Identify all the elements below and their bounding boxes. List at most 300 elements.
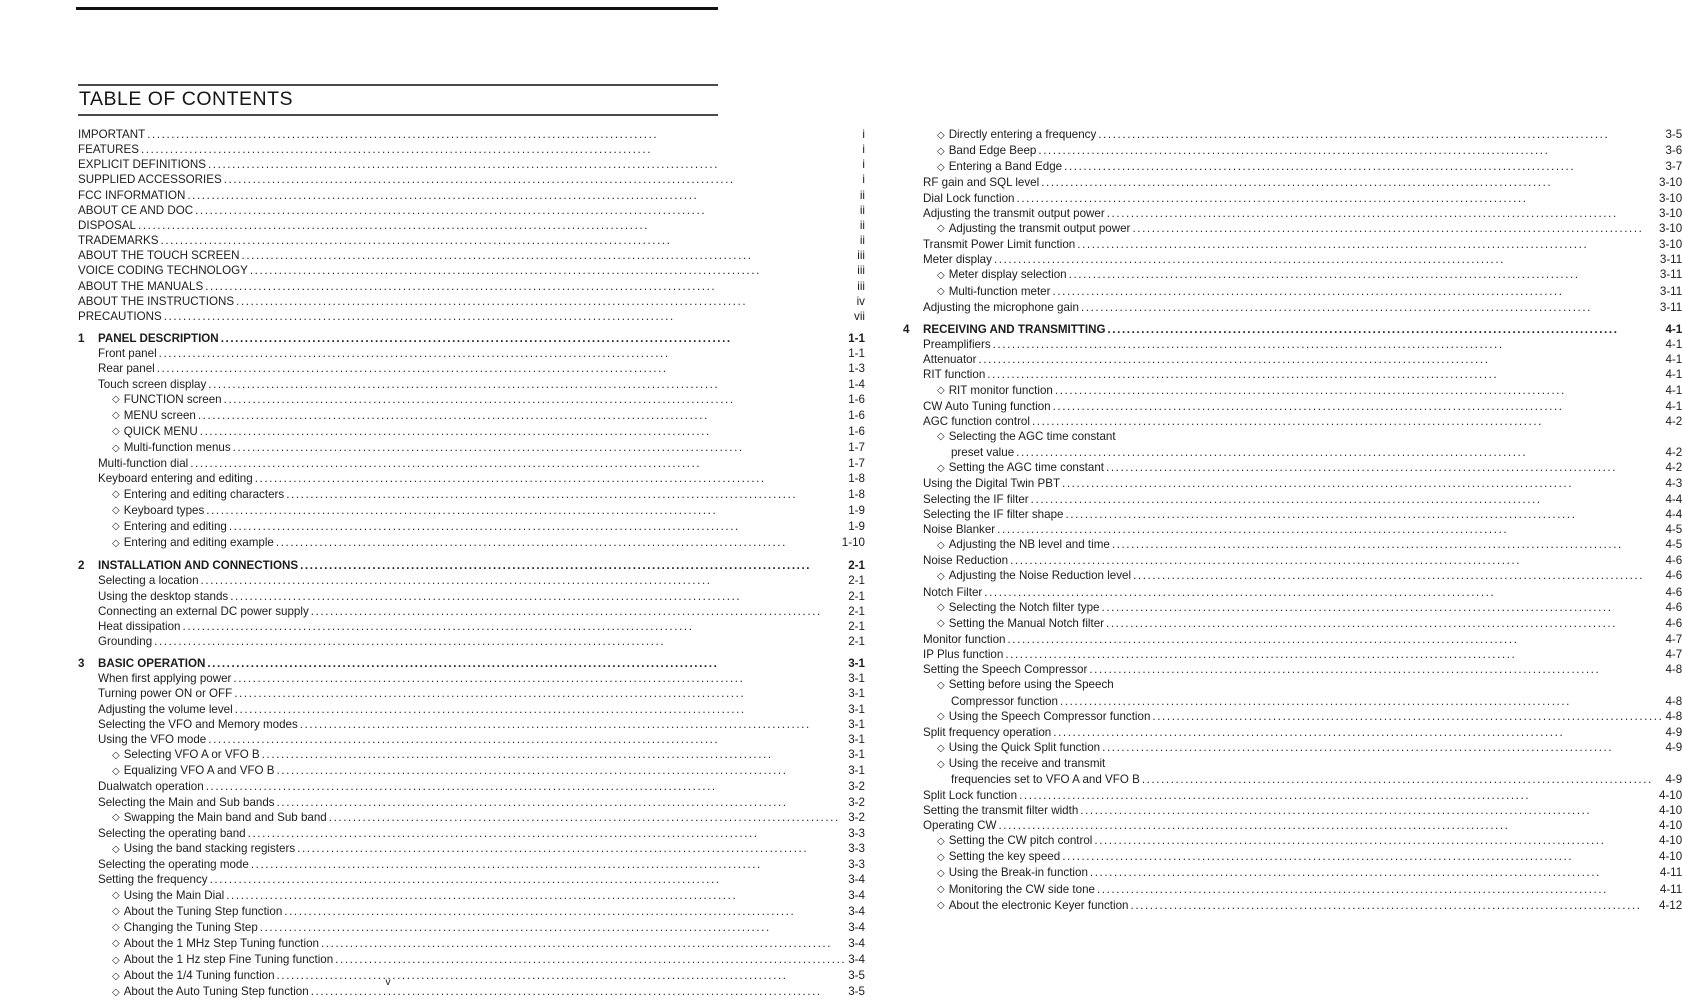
entry-label: Keyboard entering and editing: [98, 472, 253, 486]
toc-entry: [903, 600, 1682, 616]
toc-entry: [903, 709, 1682, 725]
entry-label: ◇ Adjusting the Noise Reduction level: [936, 569, 1132, 583]
entry-label: ◇ Multi-function meter: [936, 284, 1051, 298]
dot-leader: [998, 818, 1657, 833]
entry-page-number: 3-5: [848, 969, 865, 983]
entry-label: ABOUT THE MANUALS: [78, 279, 204, 293]
toc-entry: [903, 284, 1682, 300]
entry-page-number: 2-1: [848, 635, 865, 648]
diamond-icon: ◇: [936, 223, 945, 235]
entry-page-number: 3-3: [848, 858, 865, 872]
dot-leader: [233, 671, 846, 686]
toc-entry: [903, 414, 1682, 429]
entry-page-number: 3-4: [848, 888, 865, 902]
diamond-icon: ◇: [936, 618, 945, 630]
dot-leader: [161, 233, 858, 248]
section-page-number: 2-1: [848, 559, 865, 573]
toc-entry: [78, 841, 865, 857]
entry-label: IP Plus function: [922, 648, 1004, 662]
dot-leader: [1055, 383, 1664, 398]
dot-leader: [1097, 882, 1658, 897]
dot-leader: [997, 522, 1663, 537]
entry-label: FCC INFORMATION: [78, 188, 186, 202]
dot-leader: [236, 294, 855, 309]
top-rule: [76, 7, 718, 10]
entry-label: ◇ Setting the AGC time constant: [936, 461, 1104, 475]
entry-page-number: 2-1: [848, 619, 865, 633]
entry-label: ◇ Setting before using the Speech: [936, 678, 1114, 692]
entry-label: Selecting the IF filter: [922, 492, 1029, 506]
toc-entry: [903, 127, 1682, 143]
entry-page-number: 4-6: [1665, 600, 1682, 614]
diamond-icon: ◇: [112, 521, 120, 533]
entry-page-number: 4-9: [1665, 773, 1682, 787]
entry-label: ABOUT THE INSTRUCTIONS: [78, 294, 235, 308]
section-title: INSTALLATION AND CONNECTIONS: [98, 559, 299, 573]
toc-section-1: [78, 331, 865, 551]
dot-leader: [250, 263, 855, 278]
toc-entry: [903, 191, 1682, 206]
entry-label: SUPPLIED ACCESSORIES: [78, 173, 222, 187]
entry-page-number: 3-10: [1659, 191, 1682, 205]
toc-entry: [903, 568, 1682, 584]
toc-section-3: [78, 656, 865, 1000]
entry-page-number: 4-8: [1665, 694, 1682, 708]
dot-leader: [248, 826, 847, 841]
entry-label: Monitor function: [922, 633, 1006, 646]
entry-label: Using the VFO mode: [98, 732, 207, 746]
dot-leader: [1017, 191, 1658, 206]
entry-page-number: 3-2: [848, 795, 865, 809]
toc-entry: [903, 694, 1682, 709]
entry-label: DISPOSAL: [78, 218, 136, 232]
toc-entry: [78, 456, 865, 471]
entry-page-number: vii: [854, 309, 865, 323]
entry-page-number: ii: [859, 218, 865, 232]
entry-page-number: 4-6: [1665, 616, 1682, 630]
entry-page-number: 1-7: [848, 441, 865, 455]
entry-page-number: 1-6: [848, 392, 865, 406]
toc-entry: [903, 522, 1682, 537]
dot-leader: [1062, 476, 1663, 491]
entry-page-number: 4-5: [1665, 538, 1682, 552]
entry-page-number: 4-1: [1665, 399, 1682, 413]
toc-entry: [78, 952, 865, 968]
dot-leader: [233, 440, 847, 455]
toc-entry: [78, 535, 865, 551]
toc-entry: [78, 872, 865, 887]
entry-label: Noise Blanker: [922, 522, 996, 536]
dot-leader: [208, 157, 860, 172]
entry-page-number: 3-6: [1665, 144, 1682, 158]
entry-page-number: 4-8: [1665, 663, 1682, 677]
toc-entry: [78, 920, 865, 936]
entry-label: ◇ Setting the Manual Notch filter: [936, 616, 1104, 630]
entry-page-number: 3-1: [848, 764, 865, 778]
page-footer: v: [385, 976, 391, 988]
toc-entry: [78, 702, 865, 717]
diamond-icon: ◇: [936, 539, 945, 551]
entry-label: frequencies set to VFO A and VFO B: [950, 773, 1140, 787]
entry-page-number: i: [862, 173, 865, 187]
toc-entry: [903, 585, 1682, 600]
toc-entry: [78, 763, 865, 779]
entry-label: ◇ Using the Quick Split function: [936, 741, 1101, 755]
dot-leader: [190, 456, 846, 471]
entry-page-number: 1-9: [848, 503, 865, 517]
section-page-number: 4-1: [1665, 322, 1682, 336]
dot-leader: [286, 487, 846, 502]
entry-label: ◇ Entering and editing characters: [112, 487, 285, 501]
dot-leader: [1081, 300, 1658, 315]
dot-leader: [195, 203, 858, 218]
page-title: TABLE OF CONTENTS: [79, 88, 293, 110]
entry-label: ◇ Meter display selection: [936, 268, 1067, 282]
toc-entry: [78, 717, 865, 732]
entry-page-number: 4-10: [1659, 803, 1682, 817]
toc-entry: [78, 263, 865, 278]
entry-label: TRADEMARKS: [78, 234, 159, 248]
dot-leader: [138, 218, 858, 233]
entry-page-number: 3-10: [1659, 221, 1682, 235]
toc-entry: [78, 589, 865, 604]
entry-page-number: 4-10: [1659, 850, 1682, 864]
entry-page-number: 1-6: [848, 424, 865, 438]
entry-label: EXPLICIT DEFINITIONS: [78, 158, 206, 172]
entry-label: ◇ Band Edge Beep: [936, 144, 1037, 158]
dot-leader: [1053, 284, 1658, 299]
diamond-icon: ◇: [936, 742, 945, 754]
dot-leader: [201, 573, 847, 588]
section-number: 4: [902, 322, 910, 336]
dot-leader: [205, 279, 855, 294]
toc-entry: [903, 882, 1682, 898]
dot-leader: [141, 142, 860, 157]
entry-label: Noise Reduction: [922, 554, 1009, 568]
diamond-icon: ◇: [112, 749, 120, 761]
toc-entry: [903, 237, 1682, 252]
entry-page-number: 3-1: [848, 702, 865, 716]
toc-entry: [78, 904, 865, 920]
dot-leader: [335, 952, 846, 967]
toc-entry: [903, 300, 1682, 315]
toc-entry: [78, 309, 865, 324]
entry-label: When first applying power: [98, 672, 232, 686]
toc-entry: [903, 772, 1682, 787]
diamond-icon: ◇: [112, 812, 120, 824]
dot-leader: [187, 188, 857, 203]
toc-entry: [903, 677, 1682, 693]
diamond-icon: ◇: [112, 954, 120, 966]
entry-label: ◇ Equalizing VFO A and VFO B: [112, 764, 275, 778]
dot-leader: [1107, 206, 1657, 221]
entry-label: ◇ Changing the Tuning Step: [112, 920, 258, 934]
toc-section-heading: [903, 322, 1682, 337]
dot-leader: [235, 702, 847, 717]
entry-page-number: 3-5: [1665, 128, 1682, 141]
dot-leader: [1098, 127, 1663, 142]
entry-page-number: 1-8: [848, 487, 865, 501]
entry-label: ◇ Directly entering a frequency: [936, 128, 1097, 141]
toc-entry: [78, 936, 865, 952]
entry-page-number: 3-5: [848, 985, 865, 999]
dot-leader: [224, 172, 861, 187]
entry-label: Turning power ON or OFF: [98, 687, 233, 701]
entry-page-number: 1-3: [848, 362, 865, 376]
dot-leader: [1089, 662, 1663, 677]
dot-leader: [229, 519, 846, 534]
dot-leader: [297, 841, 846, 856]
dot-leader: [1032, 414, 1663, 429]
dot-leader: [311, 604, 846, 619]
diamond-icon: ◇: [112, 986, 120, 998]
entry-label: Adjusting the transmit output power: [922, 206, 1105, 220]
entry-page-number: 4-2: [1665, 414, 1682, 428]
toc-entry: [78, 634, 865, 649]
diamond-icon: ◇: [112, 505, 120, 517]
dot-leader: [1142, 772, 1664, 787]
toc-entry: [78, 346, 865, 361]
entry-page-number: 3-1: [848, 748, 865, 762]
entry-label: ◇ MENU screen: [112, 408, 196, 422]
toc-entry: [903, 818, 1682, 833]
dot-leader: [183, 619, 847, 634]
entry-label: Attenuator: [922, 353, 977, 367]
toc-entry: [78, 686, 865, 701]
entry-page-number: i: [862, 158, 865, 172]
toc-entry: [78, 377, 865, 392]
diamond-icon: ◇: [936, 679, 945, 691]
toc-entry: [78, 218, 865, 233]
entry-label: Split frequency operation: [922, 725, 1052, 739]
toc-entry: [903, 267, 1682, 283]
toc-entry: [78, 294, 865, 309]
dot-leader: [255, 471, 847, 486]
toc-entry: [903, 337, 1682, 352]
toc-entry: [78, 424, 865, 440]
dot-leader: [1065, 507, 1663, 522]
entry-label: Selecting the operating mode: [98, 858, 249, 872]
entry-label: Using the desktop stands: [98, 589, 229, 603]
entry-label: RF gain and SQL level: [922, 176, 1040, 190]
entry-label: Setting the transmit filter width: [922, 803, 1079, 817]
entry-page-number: 4-8: [1665, 709, 1682, 723]
entry-label: Heat dissipation: [98, 619, 181, 633]
toc-entry: [78, 888, 865, 904]
dot-leader: [284, 904, 846, 919]
toc-entry: [903, 367, 1682, 382]
diamond-icon: ◇: [112, 890, 120, 901]
entry-label: ◇ Entering and editing: [112, 519, 227, 533]
diamond-icon: ◇: [112, 489, 120, 501]
toc-entry: [78, 188, 865, 203]
entry-label: Touch screen display: [98, 377, 207, 391]
diamond-icon: ◇: [936, 145, 945, 157]
entry-label: ◇ Multi-function menus: [112, 441, 231, 455]
entry-page-number: 3-4: [848, 953, 865, 967]
entry-page-number: i: [862, 143, 865, 157]
entry-label: ◇ Adjusting the NB level and time: [936, 538, 1110, 552]
toc-entry: [903, 662, 1682, 677]
entry-page-number: ii: [859, 203, 865, 217]
entry-page-number: 3-3: [848, 826, 865, 840]
toc-entry: [78, 779, 865, 794]
dot-leader: [1007, 632, 1663, 647]
toc-entry: [78, 732, 865, 747]
entry-page-number: 1-6: [848, 408, 865, 422]
entry-label: Adjusting the volume level: [98, 702, 233, 716]
diamond-icon: ◇: [112, 537, 120, 549]
entry-page-number: 4-6: [1665, 554, 1682, 568]
entry-page-number: 4-11: [1659, 866, 1682, 880]
entry-label: ◇ RIT monitor function: [936, 383, 1053, 397]
toc-entry: [78, 233, 865, 248]
entry-label: Dial Lock function: [922, 191, 1015, 205]
entry-page-number: 4-6: [1665, 585, 1682, 599]
entry-page-number: 3-11: [1659, 268, 1682, 282]
entry-page-number: 4-2: [1665, 446, 1682, 460]
entry-page-number: 3-11: [1659, 253, 1682, 267]
dot-leader: [1031, 492, 1664, 507]
entry-label: Transmit Power Limit function: [922, 238, 1076, 252]
entry-label: Dualwatch operation: [98, 780, 204, 794]
dot-leader: [1080, 803, 1657, 818]
entry-label: Preamplifiers: [922, 338, 991, 352]
dot-leader: [210, 872, 847, 887]
toc-entry: [78, 203, 865, 218]
toc-entry: [78, 248, 865, 263]
entry-label: Grounding: [98, 635, 153, 648]
diamond-icon: ◇: [936, 129, 945, 141]
entry-page-number: 3-2: [848, 810, 865, 824]
section-title: PANEL DESCRIPTION: [98, 332, 219, 346]
toc-entry: [78, 857, 865, 872]
toc-entry: [903, 252, 1682, 267]
page-content: [78, 84, 1682, 1001]
toc-entry-group: [78, 127, 865, 324]
dot-leader: [200, 424, 846, 439]
toc-entry: [78, 471, 865, 486]
dot-leader: [1090, 865, 1658, 880]
dot-leader: [206, 503, 846, 518]
dot-leader: [1053, 725, 1663, 740]
diamond-icon: ◇: [112, 426, 120, 438]
entry-page-number: 2-1: [848, 589, 865, 603]
entry-page-number: 1-4: [848, 377, 865, 391]
entry-label: AGC function control: [922, 414, 1030, 428]
toc-entry: [78, 519, 865, 535]
dot-leader: [251, 857, 846, 872]
entry-label: ◇ Swapping the Main band and Sub band: [112, 810, 327, 824]
dot-leader: [224, 392, 847, 407]
toc-entry: [903, 632, 1682, 647]
entry-label: Selecting a location: [98, 574, 199, 588]
dot-leader: [230, 589, 846, 604]
dot-leader: [1133, 568, 1663, 583]
diamond-icon: ◇: [112, 938, 120, 950]
dot-leader: [1019, 788, 1657, 803]
toc-column-1: [78, 127, 865, 1001]
entry-label: ◇ Adjusting the transmit output power: [936, 221, 1131, 235]
entry-label: ◇ Selecting the AGC time constant: [936, 429, 1116, 443]
entry-label: CW Auto Tuning function: [922, 399, 1051, 413]
dot-leader: [978, 352, 1663, 367]
entry-label: Multi-function dial: [98, 457, 189, 471]
entry-label: Adjusting the microphone gain: [922, 300, 1079, 314]
toc-entry: [78, 573, 865, 588]
entry-page-number: 3-7: [1665, 160, 1682, 174]
entry-page-number: ii: [859, 234, 865, 248]
entry-label: Selecting the IF filter shape: [922, 507, 1064, 521]
entry-label: ◇ About the 1 Hz step Fine Tuning function: [112, 953, 334, 967]
toc-entry-group: [903, 127, 1682, 315]
dot-leader: [208, 732, 846, 747]
toc-entry: [903, 865, 1682, 881]
entry-page-number: 3-1: [848, 717, 865, 731]
toc-entry: [903, 221, 1682, 237]
toc-entry: [78, 440, 865, 456]
entry-page-number: 4-10: [1659, 834, 1682, 848]
entry-label: Connecting an external DC power supply: [98, 604, 309, 618]
entry-label: ◇ Using the band stacking registers: [112, 842, 296, 856]
dot-leader: [1038, 143, 1663, 158]
toc-section-2: [78, 558, 865, 649]
toc-entry: [78, 392, 865, 408]
toc-section-heading: [78, 558, 865, 573]
toc-entry: [903, 175, 1682, 190]
entry-label: FEATURES: [78, 143, 139, 157]
toc-entry: [78, 279, 865, 294]
toc-entry: [903, 537, 1682, 553]
toc-section-4: [903, 322, 1682, 914]
toc-section-heading: [78, 331, 865, 346]
entry-page-number: 3-4: [848, 936, 865, 950]
toc-entry: [78, 361, 865, 376]
dot-leader: [1041, 175, 1657, 190]
dot-leader: [234, 686, 846, 701]
diamond-icon: ◇: [112, 906, 120, 918]
toc-entry: [78, 157, 865, 172]
diamond-icon: ◇: [112, 442, 120, 454]
entry-page-number: 4-3: [1665, 477, 1682, 491]
section-number: 2: [78, 559, 85, 573]
entry-page-number: 4-9: [1665, 741, 1682, 755]
diamond-icon: ◇: [936, 286, 945, 298]
entry-label: Compressor function: [950, 694, 1058, 708]
entry-page-number: 1-1: [848, 347, 865, 361]
entry-label: ◇ QUICK MENU: [112, 424, 198, 438]
dot-leader: [321, 936, 846, 951]
entry-page-number: 2-1: [848, 604, 865, 618]
entry-page-number: 4-9: [1665, 725, 1682, 739]
entry-page-number: 3-11: [1659, 284, 1682, 298]
diamond-icon: ◇: [936, 711, 945, 723]
entry-label: ◇ Using the receive and transmit: [936, 757, 1106, 771]
diamond-icon: ◇: [936, 758, 945, 770]
entry-label: Setting the frequency: [98, 873, 208, 887]
entry-label: ◇ About the electronic Keyer function: [936, 898, 1129, 912]
toc-title-bar: [78, 84, 718, 116]
toc-entry: [903, 492, 1682, 507]
entry-label: ◇ Keyboard types: [112, 503, 205, 517]
entry-page-number: 3-3: [848, 842, 865, 856]
entry-page-number: 4-4: [1665, 507, 1682, 521]
toc-entry: [903, 159, 1682, 175]
entry-page-number: i: [862, 128, 865, 141]
entry-page-number: 3-1: [848, 672, 865, 686]
toc-entry: [903, 756, 1682, 772]
section-title: RECEIVING AND TRANSMITTING: [922, 322, 1106, 336]
